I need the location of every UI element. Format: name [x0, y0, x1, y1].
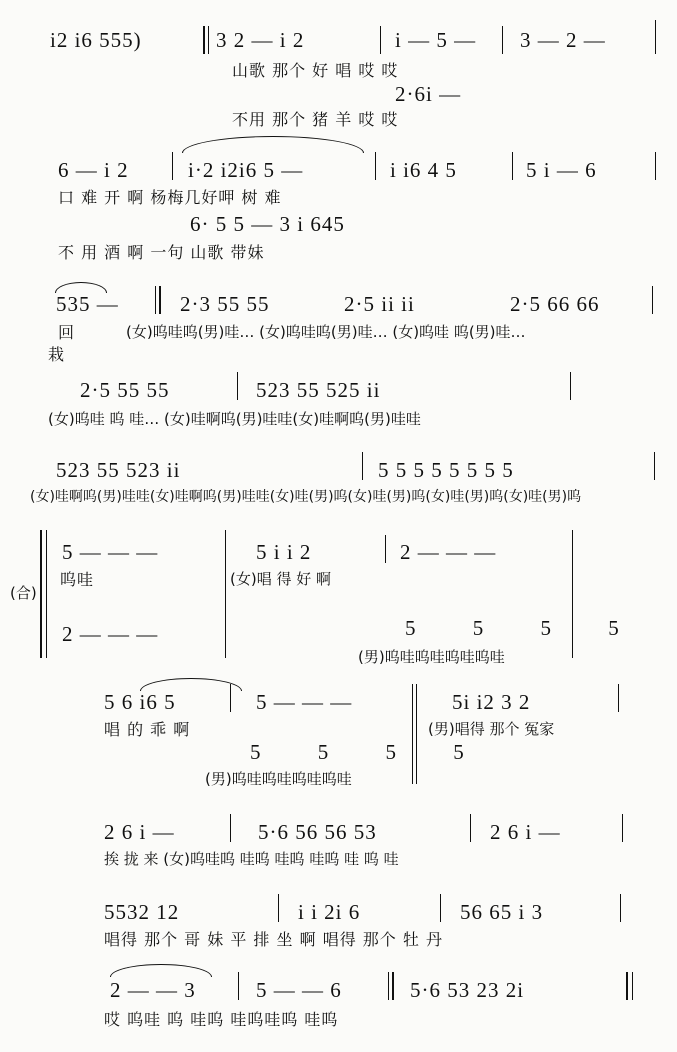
lyrics: (女)哇啊呜(男)哇哇(女)哇啊呜(男)哇哇(女)哇(男)呜(女)哇(男)呜(女)哇(男)呜(女)哇(男)呜 — [30, 489, 582, 505]
notes: 523 55 523 ii — [56, 458, 181, 482]
notes: 2·5 55 55 — [80, 378, 170, 402]
lyrics: (女)呜哇呜(男)哇… (女)呜哇呜(男)哇… (女)呜哇 呜(男)哇… — [126, 323, 526, 341]
lyrics: 唱 的 乖 啊 — [104, 720, 191, 739]
notes: 2 — — 3 — [110, 978, 196, 1002]
notes: 535 — — [56, 292, 119, 316]
notes: 3 2 — i 2 — [216, 28, 305, 52]
notes: 2·6i — — [395, 82, 462, 106]
notes: 5 6 i6 5 — [104, 690, 176, 714]
part-label: (合) — [10, 584, 37, 602]
lyrics: (男)呜哇呜哇呜哇呜哇 — [358, 648, 505, 666]
notes: 2·5 66 66 — [510, 292, 600, 316]
lyrics: 山歌 那个 好 唱 哎 哎 — [232, 61, 399, 80]
notes: i2 i6 555) — [50, 28, 142, 52]
notes: 6· 5 5 — 3 i 645 — [190, 212, 345, 236]
notes: 5532 12 — [104, 900, 180, 924]
notes: 523 55 525 ii — [256, 378, 381, 402]
lyrics: (女)呜哇 呜 哇… (女)哇啊呜(男)哇哇(女)哇啊呜(男)哇哇 — [48, 410, 421, 428]
notes: 2·5 ii ii — [344, 292, 415, 316]
notes: 5·6 53 23 2i — [410, 978, 525, 1002]
notes: 5 — — 6 — [256, 978, 342, 1002]
lyrics: 挨 拢 来 (女)呜哇呜 哇呜 哇呜 哇呜 哇 呜 哇 — [104, 850, 399, 868]
notes: 2 — — — — [400, 540, 497, 564]
notes: 6 — i 2 — [58, 158, 129, 182]
notes: i i6 4 5 — [390, 158, 457, 182]
notes: 5 5 5 5 — [250, 740, 490, 764]
lyrics: 不 用 酒 啊 一句 山歌 带妹 — [58, 243, 265, 262]
notes: 5i i2 3 2 — [452, 690, 531, 714]
lyrics: (女)唱 得 好 啊 — [230, 570, 332, 588]
notes: i i 2i 6 — [298, 900, 361, 924]
notes: 2·3 55 55 — [180, 292, 270, 316]
notes: 5 5 5 5 5 5 5 5 — [378, 458, 514, 482]
lyrics: 回 — [58, 323, 76, 342]
notes: 5 5 5 5 — [405, 616, 645, 640]
lyrics: 不用 那个 猪 羊 哎 哎 — [232, 110, 399, 129]
lyrics: 呜哇 — [60, 570, 95, 589]
notes: 2 6 i — — [104, 820, 175, 844]
lyrics: 唱得 那个 哥 妹 平 排 坐 啊 唱得 那个 牡 丹 — [104, 930, 443, 949]
notes: 5 i — 6 — [526, 158, 597, 182]
lyrics: 栽 — [48, 345, 66, 364]
lyrics: 口 难 开 啊 杨梅几好呷 树 难 — [58, 188, 282, 207]
lyrics: (男)呜哇呜哇呜哇呜哇 — [205, 770, 352, 788]
notes: i — 5 — — [395, 28, 477, 52]
notes: 2 — — — — [62, 622, 159, 646]
notes: 5 — — — — [256, 690, 353, 714]
notes: i·2 i2i6 5 — — [188, 158, 304, 182]
notes: 2 6 i — — [490, 820, 561, 844]
lyrics: 哎 呜哇 呜 哇呜 哇呜哇呜 哇呜 — [104, 1010, 339, 1029]
notes: 56 65 i 3 — [460, 900, 544, 924]
notes: 3 — 2 — — [520, 28, 606, 52]
notes: 5·6 56 56 53 — [258, 820, 377, 844]
lyrics: (男)唱得 那个 冤家 — [428, 720, 555, 738]
notes: 5 — — — — [62, 540, 159, 564]
notes: 5 i i 2 — [256, 540, 312, 564]
